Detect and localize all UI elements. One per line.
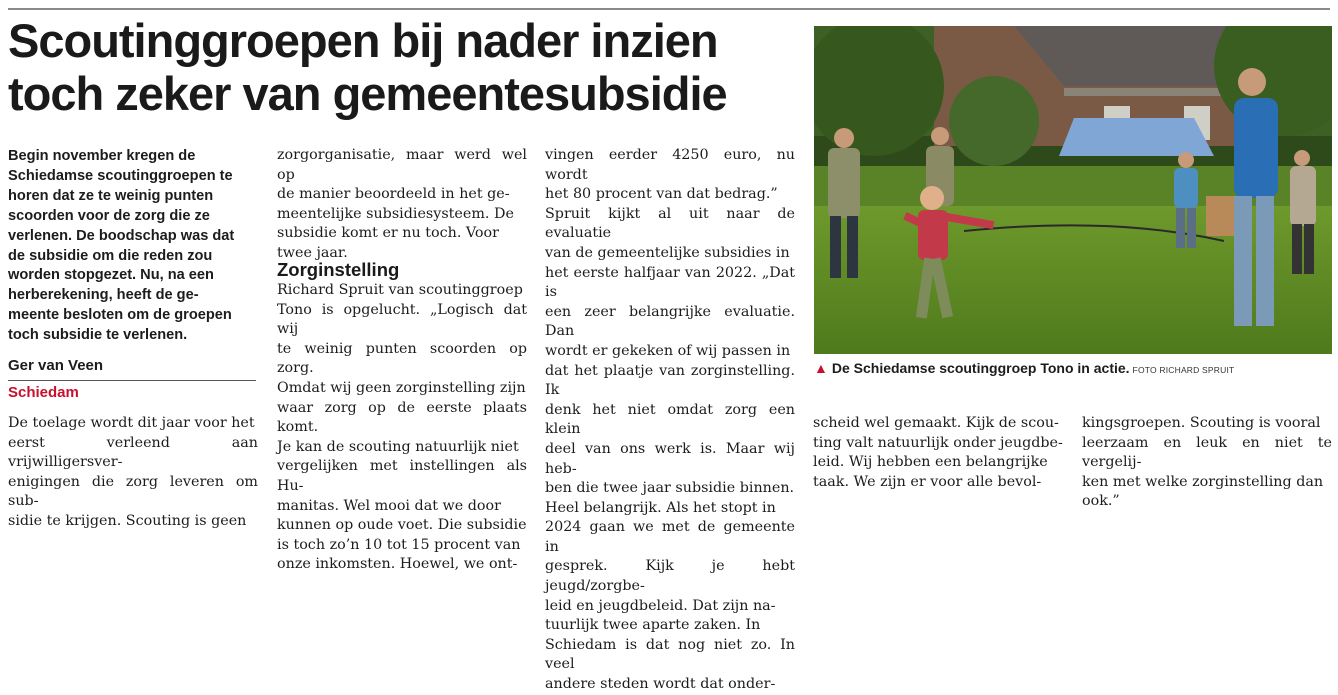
scouts-photo-illustration xyxy=(814,26,1332,354)
body-column-3: vingen eerder 4250 euro, nu wordt het 80 procent van dat bedrag.” Spruit kijkt al uit naar de evaluatie van de gemeentelijke subsidies in het eerste halfjaar van 2022. „Dat is een zeer belangrijke evaluatie. Dan wordt er gekeken of wij passen in dat het plaatje van zorginstelling. Ik denk het niet omdat zorg een klein deel van ons werk is. Maar wij heb- ben die twee jaar subsidie binnen. Heel belangrijk. Als het stopt in 2024 gaan we met de gemeente in gesprek. Kijk je hebt jeugd/zorgbe- leid en jeugdbeleid. Dat zijn na- tuurlijk twee aparte zaken. In Schiedam is dat nog niet zo. In veel andere steden wordt dat onder- xyxy=(545,147,795,693)
article-headline: Scoutinggroepen bij nader inzien toch zeker van gemeentesubsidie xyxy=(8,14,727,120)
top-rule xyxy=(8,8,1330,10)
byline-divider xyxy=(8,380,256,381)
body-column-2-bottom: Richard Spruit van scoutinggroep Tono is opgelucht. „Logisch dat wij te weinig punten scoorden op zorg. Omdat wij geen zorginstelling zijn waar zorg op de eerste plaats komt. Je kan de scouting natuurlijk niet vergelijken met instellingen als Hu- manitas. Wel mooi dat we door kunnen op oude voet. Die subsidie is toch zo’n 10 tot 15 procent van onze inkomsten. Hoewel, we ont- xyxy=(277,282,527,573)
body-column-4: scheid wel gemaakt. Kijk de scou- ting valt natuurlijk onder jeugdbe- leid. Wij hebben een belangrijke taak. We zijn er voor alle bevol- xyxy=(813,415,1063,490)
author-byline: Ger van Veen xyxy=(8,357,104,374)
photo-caption xyxy=(814,360,1234,376)
section-subheading: Zorginstelling xyxy=(277,259,400,280)
caption-triangle-icon: ▲ xyxy=(814,360,828,376)
body-column-1: De toelage wordt dit jaar voor het eerst verleend aan vrijwilligersver- enigingen die zorg leveren om sub- sidie te krijgen. Scouting is geen xyxy=(8,415,258,529)
body-column-5: kingsgroepen. Scouting is vooral leerzaam en leuk en niet te vergelij- ken met welke zorginstelling dan ook.” xyxy=(1082,415,1332,510)
dateline-place: Schiedam xyxy=(8,384,79,401)
photo-credit: FOTO RICHARD SPRUIT xyxy=(1132,365,1235,375)
article-lead: Begin november kregen de Schiedamse scoutinggroepen te horen dat ze te weinig punten scoorden voor de zorg die ze verlenen. De boodschap was dat de subsidie om die reden zou worden stopgezet. Nu, na een herberekening, heeft de ge- meente besloten om de groepen toch subsidie te verlenen. xyxy=(8,148,235,344)
caption-text: De Schiedamse scoutinggroep Tono in actie. xyxy=(831,360,1130,376)
body-column-2-top: zorgorganisatie, maar werd wel op de manier beoordeeld in het ge- meentelijke subsidiesysteem. De subsidie komt er nu toch. Voor twee jaar. xyxy=(277,147,527,261)
article-photo xyxy=(814,26,1332,354)
